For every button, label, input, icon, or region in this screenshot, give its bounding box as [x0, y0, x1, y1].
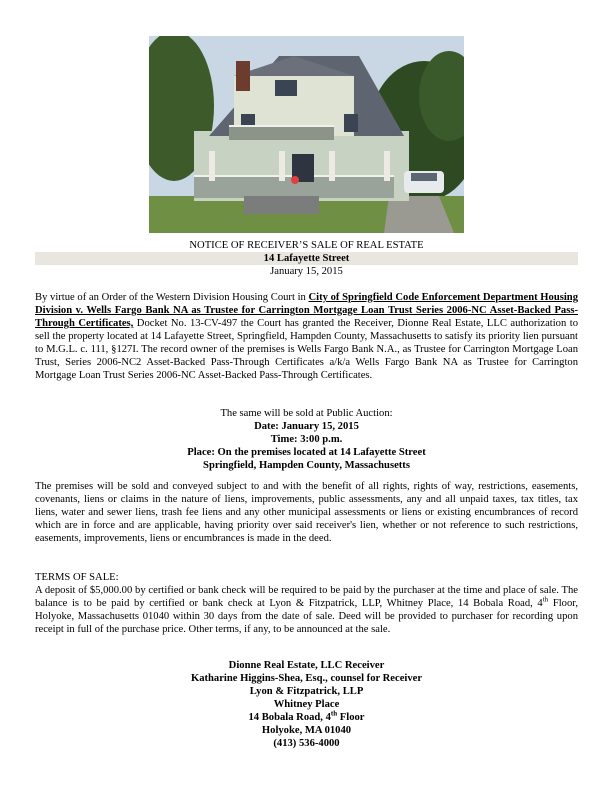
- terms-heading: TERMS OF SALE:: [35, 572, 119, 583]
- auction-time: Time: 3:00 p.m.: [270, 434, 343, 445]
- signature-line-7: (413) 536-4000: [273, 738, 340, 749]
- signature-line-5: [35, 711, 578, 724]
- signature-line-3: Lyon & Fitzpatrick, LLP: [249, 686, 364, 697]
- auction-place-city: Springfield, Hampden County, Massachusetts: [203, 460, 410, 471]
- conditions-paragraph: The premises will be sold and conveyed subject to and with the benefit of all rights, rights of way, restrictions, easements, covenants, liens or claims in the nature of liens, improvements, public assessments, any and all unpaid taxes, tax titles, tax liens, water and sewer liens, trash fee liens and any other municipal assessments or liens or existing encumbrances of record which are in force and are applicable, having priority over said receiver's lien, whether or not reference to such restrictions, easements, improvements, liens or encumbrances is made in the deed.: [35, 481, 578, 544]
- auction-place: Place: On the premises located at 14 Lafayette Street: [187, 447, 426, 458]
- terms-text-a: A deposit of $5,000.00 by certified or bank check will be required to be paid by the purchaser at the time and place of sale. The balance is to be paid by certified or bank check at Lyon & Fitzpatrick, LLP, Whitney Place, 14 Bobala Road, 4: [35, 585, 578, 609]
- property-photo: [149, 36, 464, 233]
- terms-sup: th: [542, 595, 549, 604]
- intro-lead: By virtue of an Order of the Western Division Housing Court in: [35, 292, 309, 303]
- auction-block: [35, 407, 578, 472]
- signature-line-6: Holyoke, MA 01040: [261, 725, 352, 736]
- intro-paragraph: [35, 291, 578, 382]
- signature-line-5-sup: th: [330, 709, 338, 718]
- notice-date: January 15, 2015: [270, 266, 343, 277]
- notice-header: [35, 239, 578, 278]
- signature-line-2: Katharine Higgins-Shea, Esq., counsel for Receiver: [190, 673, 423, 684]
- terms-block: [35, 571, 578, 636]
- signature-line-1: Dionne Real Estate, LLC Receiver: [228, 660, 385, 671]
- signature-line-5b: Floor: [337, 712, 365, 723]
- terms-text-b: Floor, Holyoke, Massachusetts 01040 within 30 days from the date of sale. Deed will be provided to purchaser for recording upon receipt in full of the purchase price. Other terms, if any, to be announced at the sale.: [35, 598, 578, 635]
- signature-line-4: Whitney Place: [273, 699, 340, 710]
- terms-paragraph: [35, 584, 578, 636]
- auction-intro: The same will be sold at Public Auction:: [220, 408, 393, 419]
- auction-date: Date: January 15, 2015: [254, 421, 359, 432]
- intro-body: Docket No. 13-CV-497 the Court has granted the Receiver, Dionne Real Estate, LLC authorization to sell the property located at 14 Lafayette Street, Springfield, Hampden County, Massachusetts to satisfy its priority lien pursuant to M.G.L. c. 111, §127I. The record owner of the premises is Wells Fargo Bank N.A., as Trustee for Carrington Mortgage Loan Trust, Series 2006-NC2 Asset-Backed Pass-Through Certificates a/k/a Wells Fargo Bank NA as Trustee for Carrington Mortgage Loan Trust Series 2006-NC Asset-Backed Pass-Through Certificates.: [35, 318, 578, 381]
- case-name: City of Springfield Code Enforcement Department Housing Division v. Wells Fargo Bank NA as Trustee for Carrington Mortgage Loan Trust Series 2006-NC Asset-Backed Pass-Through Certificates,: [35, 292, 578, 329]
- property-address: 14 Lafayette Street: [35, 252, 578, 265]
- signature-line-5a: 14 Bobala Road, 4: [248, 712, 331, 723]
- notice-title: NOTICE OF RECEIVER’S SALE OF REAL ESTATE: [189, 240, 424, 251]
- signature-block: [35, 659, 578, 750]
